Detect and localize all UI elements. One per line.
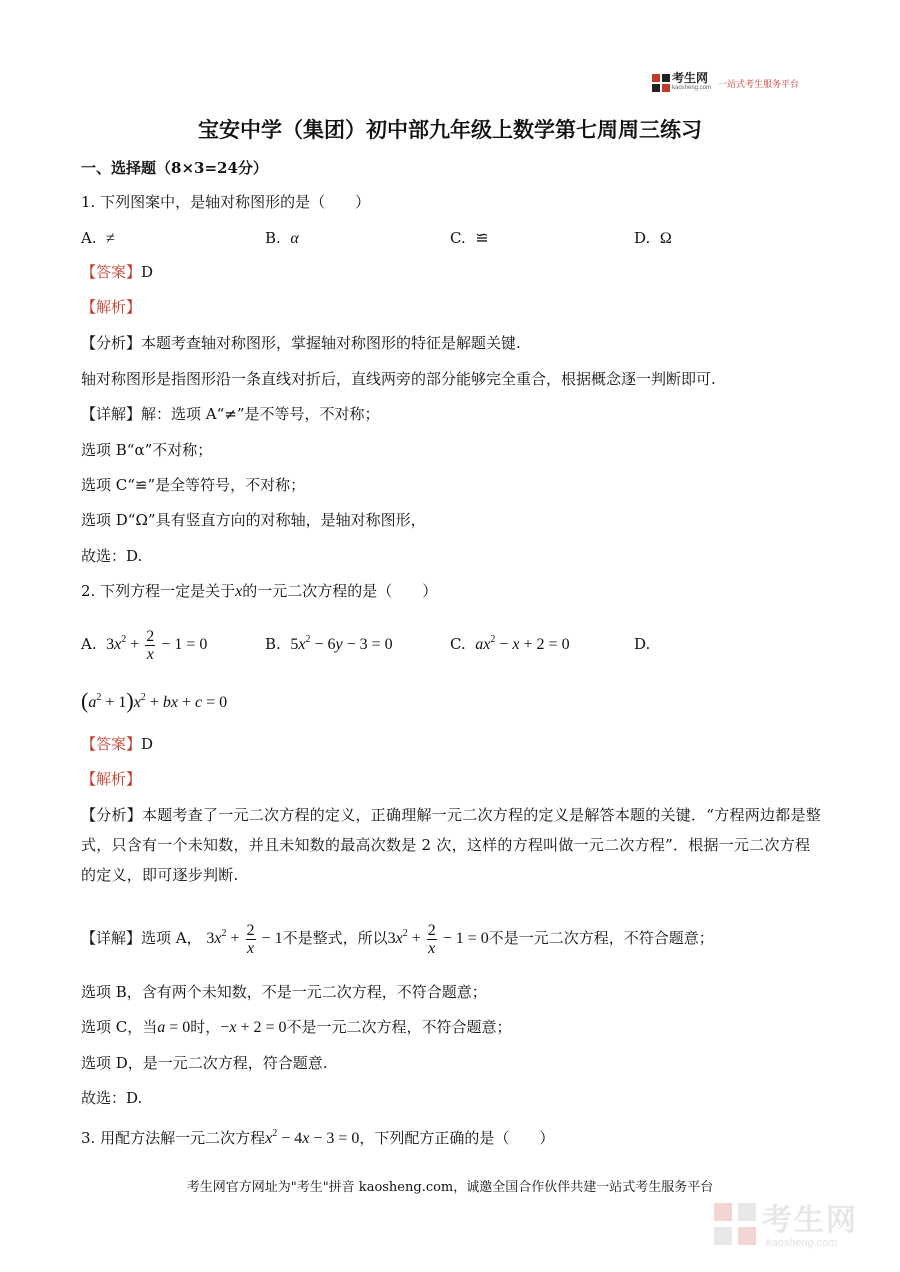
- q1-detail-b: 选项 B“α”不对称；: [81, 441, 213, 459]
- q2-option-b: [265, 634, 393, 655]
- q1-analysis-tag: 【解析】: [81, 298, 142, 316]
- detail-text: 不是一元二次方程，不符合题意；: [488, 929, 714, 947]
- q2-option-d-equation: [81, 688, 228, 713]
- detail-text: 不是一元二次方程，不符合题意；: [286, 1018, 512, 1036]
- q1-answer: [81, 262, 153, 282]
- q2-analysis-tag: 【解析】: [81, 770, 142, 788]
- q1-explain: 轴对称图形是指图形沿一条直线对折后，直线两旁的部分能够完全重合，根据概念逐一判断即可.: [81, 370, 716, 388]
- fenxi-text: 本题考查了一元二次方程的定义，正确理解一元二次方程的定义是解答本题的关键．“方程两边都是整式，只含有一个未知数，并且未知数的最高次数是 2 次，这样的方程叫做一元二次方程”．根据一元二次方程的定义，即可逐步判断.: [81, 806, 821, 884]
- kaosheng-logo-icon: [652, 74, 670, 92]
- equation-c-reduced: −x + 2 = 0: [220, 1019, 287, 1036]
- option-label: B.: [265, 229, 281, 247]
- fenxi-text: 本题考查轴对称图形，掌握轴对称图形的特征是解题关键.: [141, 334, 521, 352]
- logo-name: 考生网: [672, 71, 709, 85]
- logo-domain: kaosheng.com: [672, 85, 712, 91]
- q2-option-d: [634, 634, 650, 654]
- q3-stem: [81, 1128, 554, 1149]
- q2-detail-a: [81, 916, 714, 961]
- option-value: ≌: [475, 230, 489, 247]
- watermark-text: 考生网: [762, 1204, 858, 1237]
- detail-text: 不是整式，所以: [282, 929, 388, 947]
- page-title: 宝安中学（集团）初中部九年级上数学第七周周三练习: [198, 117, 702, 142]
- q1-option-b: [265, 228, 299, 249]
- q1-stem: 1. 下列图案中，是轴对称图形的是（ ）: [81, 193, 371, 211]
- q1-detail-c: 选项 C“≌”是全等符号，不对称；: [81, 476, 306, 494]
- q1-option-d: [634, 228, 672, 249]
- detail-text: 解：选项 A“≠”是不等号，不对称；: [141, 405, 380, 423]
- equation-a: $3x^2$ + $\frac{2}{x}$ − 1 = 0: [106, 627, 208, 663]
- section-heading: 一、选择题（8×3=24分）: [81, 159, 268, 177]
- stem-variable: x: [235, 583, 243, 600]
- q2-fenxi: [81, 800, 821, 890]
- expression-a: $3x^2$ + $\frac{2}{x}$ − 1: [206, 921, 283, 957]
- option-label: C.: [450, 229, 466, 247]
- q2-stem: [81, 581, 437, 602]
- q2-option-c: [450, 634, 570, 655]
- watermark-domain: kaosheng.com: [766, 1237, 838, 1249]
- equation-a-repeat: $3x^2$ + $\frac{2}{x}$ − 1 = 0: [387, 921, 489, 957]
- logo-slogan: 一站式考生服务平台: [718, 79, 800, 89]
- q2-detail-d: 选项 D，是一元二次方程，符合题意.: [81, 1054, 328, 1072]
- stem-text: 2. 下列方程一定是关于: [81, 582, 236, 600]
- option-label: C.: [450, 635, 466, 653]
- option-value: Ω: [659, 230, 672, 247]
- option-value: α: [290, 230, 299, 247]
- answer-tag: 【答案】: [81, 263, 142, 281]
- option-label: B.: [265, 635, 281, 653]
- equation-d: $(a^2 + 1)x^2$ + bx + c = 0: [81, 688, 228, 713]
- q2-detail-c: [81, 1017, 512, 1038]
- q1-option-c: [450, 228, 489, 249]
- q2-answer: [81, 734, 153, 754]
- fenxi-tag: 【分析】: [81, 806, 143, 824]
- answer-value: D: [141, 735, 154, 753]
- q3-equation: $x^2 - 4x - 3 = 0$: [265, 1128, 360, 1147]
- q1-detail-d: 选项 D“Ω”具有竖直方向的对称轴，是轴对称图形，: [81, 511, 426, 529]
- answer-value: D: [141, 263, 154, 281]
- stem-text: ，下列配方正确的是（ ）: [359, 1129, 555, 1147]
- answer-tag: 【答案】: [81, 735, 142, 753]
- equation-b: $5x^2 - 6y - 3 = 0$: [290, 634, 393, 653]
- q1-option-a: [81, 228, 115, 249]
- stem-text: 3. 用配方法解一元二次方程: [81, 1129, 266, 1147]
- detail-text: 选项 A，: [141, 929, 202, 947]
- detail-tag: 【详解】: [81, 405, 142, 423]
- option-label: A.: [81, 635, 97, 653]
- detail-text: 选项 C，当: [81, 1018, 158, 1036]
- option-value: ≠: [106, 230, 115, 247]
- detail-tag: 【详解】: [81, 929, 142, 947]
- detail-text: 时，: [190, 1018, 221, 1036]
- option-label: D.: [634, 635, 651, 653]
- condition-a: a = 0: [157, 1019, 191, 1036]
- option-label: A.: [81, 229, 97, 247]
- q2-detail-b: 选项 B，含有两个未知数，不是一元二次方程，不符合题意；: [81, 983, 487, 1001]
- q1-detail-a: [81, 404, 380, 424]
- watermark-logo-icon: [714, 1203, 758, 1247]
- page-footer: 考生网官方网址为"考生"拼音 kaosheng.com，诚邀全国合作伙伴共建一站式考生服务平台: [186, 1180, 714, 1195]
- q1-fenxi: [81, 333, 521, 353]
- fenxi-tag: 【分析】: [81, 334, 142, 352]
- equation-c: $ax^2 - x + 2 = 0$: [475, 634, 570, 653]
- q1-conclusion: 故选：D.: [81, 547, 143, 565]
- q2-option-a: [81, 622, 207, 667]
- stem-text: 的一元二次方程的是（ ）: [242, 582, 438, 600]
- q2-conclusion: 故选：D.: [81, 1089, 143, 1107]
- option-label: D.: [634, 229, 651, 247]
